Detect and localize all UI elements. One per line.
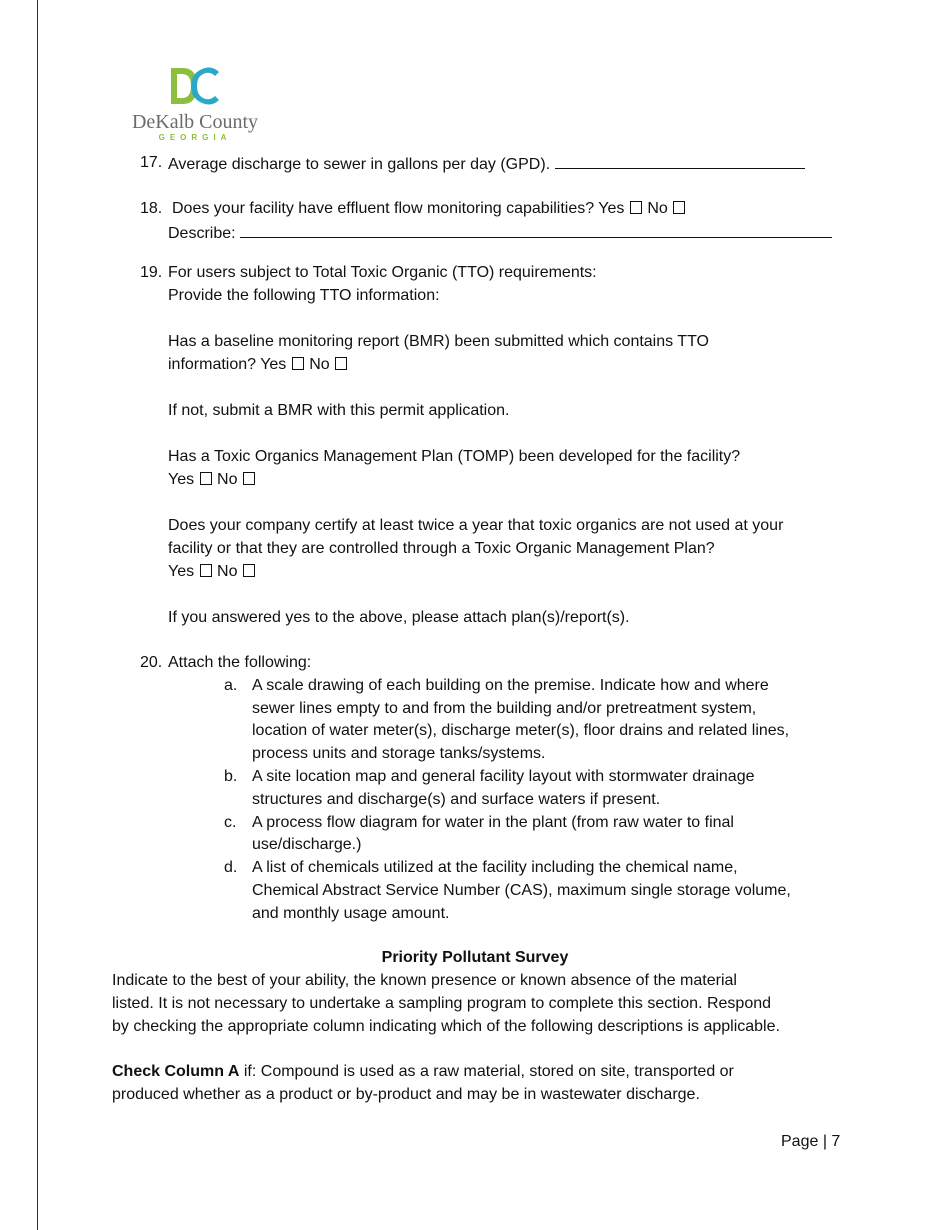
q19-line1: For users subject to Total Toxic Organic (TTO) requirements: [168, 264, 597, 281]
q20-item-a-line1: A scale drawing of each building on the premise. Indicate how and where [252, 677, 769, 694]
q19-bmr-line1: Has a baseline monitoring report (BMR) been submitted which contains TTO [168, 333, 709, 350]
tomp-yes-checkbox[interactable] [200, 472, 212, 485]
column-a-line2: produced whether as a product or by-product and may be in wastewater discharge. [112, 1086, 700, 1103]
q19-line2: Provide the following TTO information: [168, 287, 440, 304]
column-a-text: if: Compound is used as a raw material, stored on site, transported or [239, 1063, 734, 1080]
q19-attach: If you answered yes to the above, please attach plan(s)/report(s). [168, 609, 630, 626]
q18-number: 18. [140, 200, 163, 217]
q20-item-d-line1: A list of chemicals utilized at the facility including the chemical name, [252, 859, 738, 876]
q20-item-d-letter: d. [224, 859, 238, 876]
column-a-line1 [112, 1061, 734, 1083]
q19-tomp: Has a Toxic Organics Management Plan (TOMP) been developed for the facility? [168, 448, 741, 465]
q20-title: Attach the following: [168, 654, 312, 671]
tomp-no-label: No [217, 471, 238, 488]
page-margin-line [37, 0, 38, 1230]
q20-item-a-letter: a. [224, 677, 238, 694]
county-logo [125, 62, 265, 146]
q20-item-b-letter: b. [224, 768, 238, 785]
q18-describe [168, 221, 832, 245]
q18-label: Does your facility have effluent flow monitoring capabilities? Yes [172, 200, 625, 217]
q20-number: 20. [140, 654, 163, 671]
q20-item-c-line1: A process flow diagram for water in the plant (from raw water to final [252, 814, 734, 831]
q17-text [168, 152, 805, 176]
q19-bmr-line2 [168, 354, 348, 376]
survey-p1-line1: Indicate to the best of your ability, the known presence or known absence of the material [112, 972, 737, 989]
q18-describe-label: Describe: [168, 225, 236, 242]
logo-county-name: DeKalb County [131, 111, 259, 133]
bmr-no-checkbox[interactable] [335, 357, 347, 370]
logo-state: GEORGIA [158, 133, 232, 142]
tomp-no-checkbox[interactable] [243, 472, 255, 485]
q18-no-checkbox[interactable] [673, 201, 685, 214]
describe-field[interactable] [240, 221, 832, 238]
cert-no-checkbox[interactable] [243, 564, 255, 577]
dc-logo-icon [125, 62, 265, 112]
q18-no-label: No [647, 200, 668, 217]
cert-yes-checkbox[interactable] [200, 564, 212, 577]
q19-tomp-answer [168, 469, 256, 491]
q19-cert-answer [168, 561, 256, 583]
page-number: Page | 7 [781, 1133, 841, 1150]
cert-yes-label: Yes [168, 563, 195, 580]
tomp-yes-label: Yes [168, 471, 195, 488]
q18-text [172, 198, 686, 220]
q20-item-a-line2: sewer lines empty to and from the building and/or pretreatment system, [252, 700, 757, 717]
bmr-no-label: No [309, 356, 330, 373]
q20-item-a-line3: location of water meter(s), discharge meter(s), floor drains and related lines, [252, 722, 790, 739]
q17-label: Average discharge to sewer in gallons per day (GPD). [168, 156, 551, 173]
bmr-yes-checkbox[interactable] [292, 357, 304, 370]
survey-p1-line2: listed. It is not necessary to undertake a sampling program to complete this section. Respond [112, 995, 772, 1012]
q20-item-a-line4: process units and storage tanks/systems. [252, 745, 546, 762]
q20-item-d-line3: and monthly usage amount. [252, 905, 450, 922]
q18-yes-checkbox[interactable] [630, 201, 642, 214]
q20-item-c-line2: use/discharge.) [252, 836, 362, 853]
survey-p1-line3: by checking the appropriate column indicating which of the following descriptions is applicable. [112, 1018, 780, 1035]
cert-no-label: No [217, 563, 238, 580]
q19-cert-line2: facility or that they are controlled through a Toxic Organic Management Plan? [168, 540, 715, 557]
q20-item-c-letter: c. [224, 814, 237, 831]
survey-title: Priority Pollutant Survey [381, 949, 569, 966]
q19-ifnot: If not, submit a BMR with this permit application. [168, 402, 510, 419]
q20-item-d-line2: Chemical Abstract Service Number (CAS), maximum single storage volume, [252, 882, 791, 899]
q19-cert-line1: Does your company certify at least twice a year that toxic organics are not used at your [168, 517, 784, 534]
q17-number: 17. [140, 154, 163, 171]
column-a-label: Check Column A [112, 1063, 240, 1080]
q20-item-b-line1: A site location map and general facility layout with stormwater drainage [252, 768, 755, 785]
q20-item-b-line2: structures and discharge(s) and surface waters if present. [252, 791, 661, 808]
q19-bmr-label: information? Yes [168, 356, 287, 373]
q19-number: 19. [140, 264, 163, 281]
gpd-field[interactable] [555, 152, 805, 169]
